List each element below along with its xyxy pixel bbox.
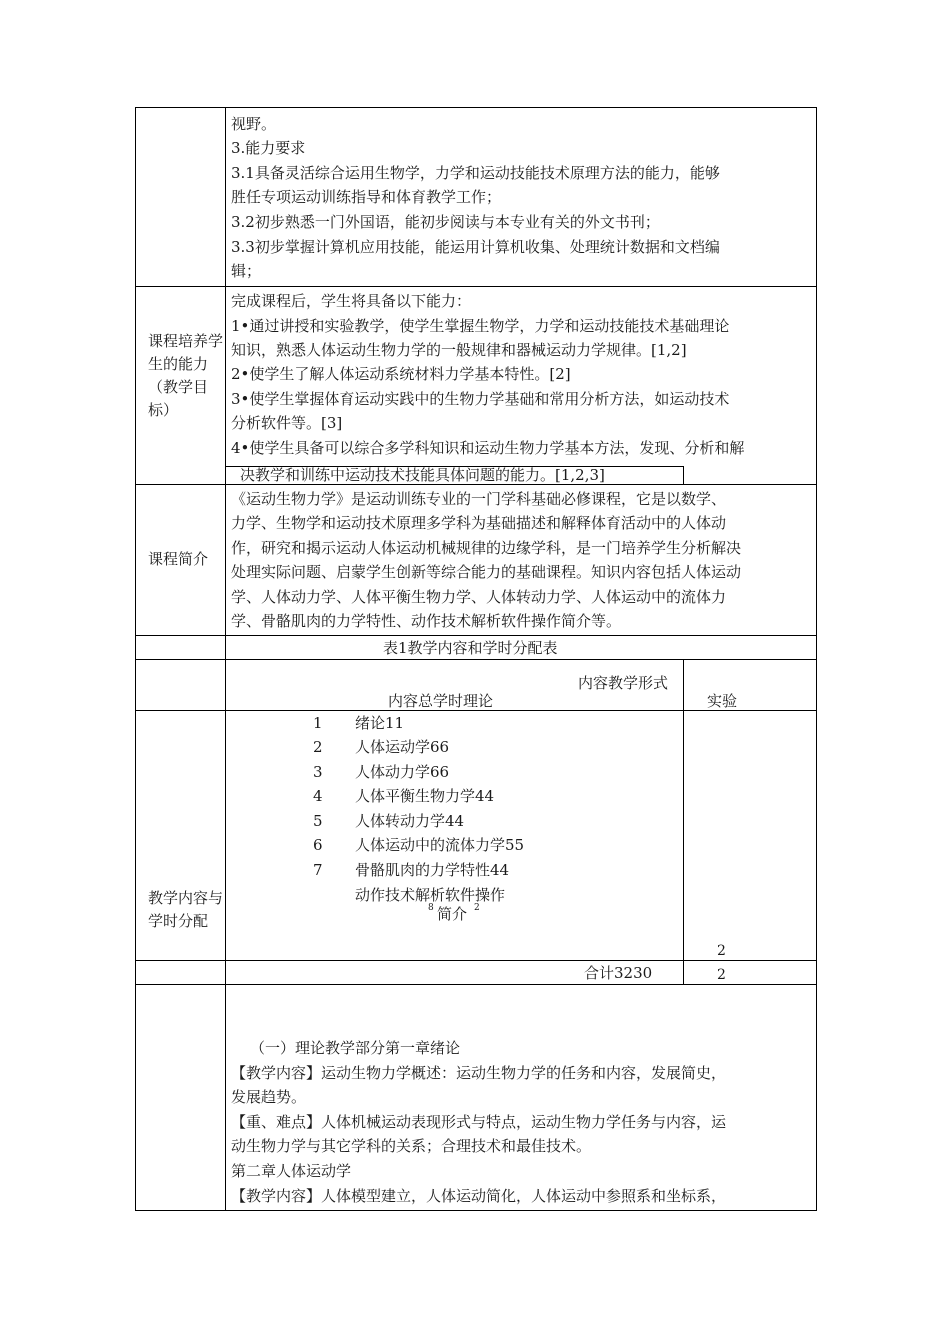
row-number: 5 [313, 812, 323, 830]
text-line: 3.1具备灵活综合运用生物学，力学和运动技能技术原理方法的能力，能够 [231, 164, 720, 182]
row-number: 7 [313, 861, 323, 879]
text-line: 【教学内容】人体模型建立，人体运动简化，人体运动中参照系和坐标系， [231, 1187, 727, 1205]
text-line: 学、人体动力学、人体平衡生物力学、人体转动力学、人体运动中的流体力 [231, 588, 727, 606]
row-number: 2 [313, 738, 323, 756]
table-caption: 表1教学内容和学时分配表 [383, 639, 558, 657]
text-line: 3.3初步掌握计算机应用技能，能运用计算机收集、处理统计数据和文档编 [231, 238, 720, 256]
text-line: 作，研究和揭示运动人体运动机械规律的边缘学科，是一门培养学生分析解决 [231, 539, 742, 557]
text-line: 处理实际问题、启蒙学生创新等综合能力的基础课程。知识内容包括人体运动 [231, 563, 742, 581]
header-total-hours: 内容总学时理论 [388, 692, 494, 710]
row-text: 简介 [437, 905, 468, 923]
text-line: 动生物力学与其它学科的关系；合理技术和最佳技术。 [231, 1137, 592, 1155]
section-heading: （一）理论教学部分第一章绪论 [250, 1039, 461, 1057]
table-border-bottom [135, 1210, 817, 1211]
row-number: 4 [313, 787, 323, 805]
experiment-hours: 2 [717, 943, 726, 959]
header-experiment: 实验 [707, 692, 738, 710]
row-text: 人体运动学66 [355, 738, 450, 756]
total-hours: 合计3230 [584, 964, 653, 982]
text-line: 3.能力要求 [231, 139, 306, 157]
text-line: 【重、难点】人体机械运动表现形式与特点，运动生物力学任务与内容，运 [231, 1113, 727, 1131]
row-divider [135, 960, 817, 961]
row-text: 人体运动中的流体力学55 [355, 836, 525, 854]
text-line: 发展趋势。 [231, 1088, 307, 1106]
row-text: 人体动力学66 [355, 763, 450, 781]
header-content-form: 内容教学形式 [578, 674, 669, 692]
row-text: 人体平衡生物力学44 [355, 787, 495, 805]
text-line: 学、骨骼肌肉的力学特性、动作技术解析软件操作简介等。 [231, 612, 622, 630]
text-line: 4•使学生具备可以综合多学科知识和运动生物力学基本方法，发现、分析和解 [231, 439, 745, 457]
text-line: 胜任专项运动训练指导和体育教学工作； [231, 188, 502, 206]
row-number: 6 [313, 836, 323, 854]
row-hours: 2 [474, 903, 480, 913]
text-line: 《运动生物力学》是运动训练专业的一门学科基础必修课程，它是以数学、 [231, 490, 727, 508]
row-divider [135, 286, 817, 287]
row-number: 1 [313, 714, 323, 732]
teaching-content-label: 教学内容与学时分配 [148, 889, 224, 930]
row-number: 8 [428, 903, 434, 913]
row-text: 骨骼肌肉的力学特性44 [355, 861, 510, 879]
row-text: 人体转动力学44 [355, 812, 465, 830]
text-line: 知识，熟悉人体运动生物力学的一般规律和器械运动力学规律。[1,2] [231, 341, 687, 359]
stray-cell-border [683, 466, 684, 484]
text-line-clipped: 决教学和训练中运动技术技能具体问题的能力。[1,2,3] [240, 466, 605, 484]
row-divider [135, 484, 817, 485]
row-text: 动作技术解析软件操作 [355, 886, 506, 904]
text-line: 视野。 [231, 115, 277, 133]
text-line: 完成课程后，学生将具备以下能力： [231, 292, 472, 310]
chapter-heading: 第二章人体运动学 [231, 1162, 352, 1180]
row-divider [135, 984, 817, 985]
text-line: 3•使学生掌握体育运动实践中的生物力学基础和常用分析方法，如运动技术 [231, 390, 730, 408]
table-border-top [135, 107, 817, 108]
text-line: 力学、生物学和运动技术原理多学科为基础描述和解释体育活动中的人体动 [231, 514, 727, 532]
text-line: 2•使学生了解人体运动系统材料力学基本特性。[2] [231, 365, 571, 383]
row-text: 绪论11 [355, 714, 405, 732]
objectives-label: 课程培养学生的能力（教学目标） [148, 332, 224, 419]
text-line: 1•通过讲授和实验教学，使学生掌握生物学，力学和运动技能技术基础理论 [231, 317, 730, 335]
text-line: 分析软件等。[3] [231, 414, 343, 432]
intro-label: 课程简介 [148, 550, 209, 568]
text-line: 3.2初步熟悉一门外国语，能初步阅读与本专业有关的外文书刊； [231, 213, 660, 231]
text-line: 【教学内容】运动生物力学概述：运动生物力学的任务和内容，发展简史， [231, 1064, 727, 1082]
experiment-column-divider [683, 659, 684, 984]
total-experiment-hours: 2 [717, 967, 726, 983]
row-number: 3 [313, 763, 323, 781]
text-line: 辑； [231, 262, 262, 280]
